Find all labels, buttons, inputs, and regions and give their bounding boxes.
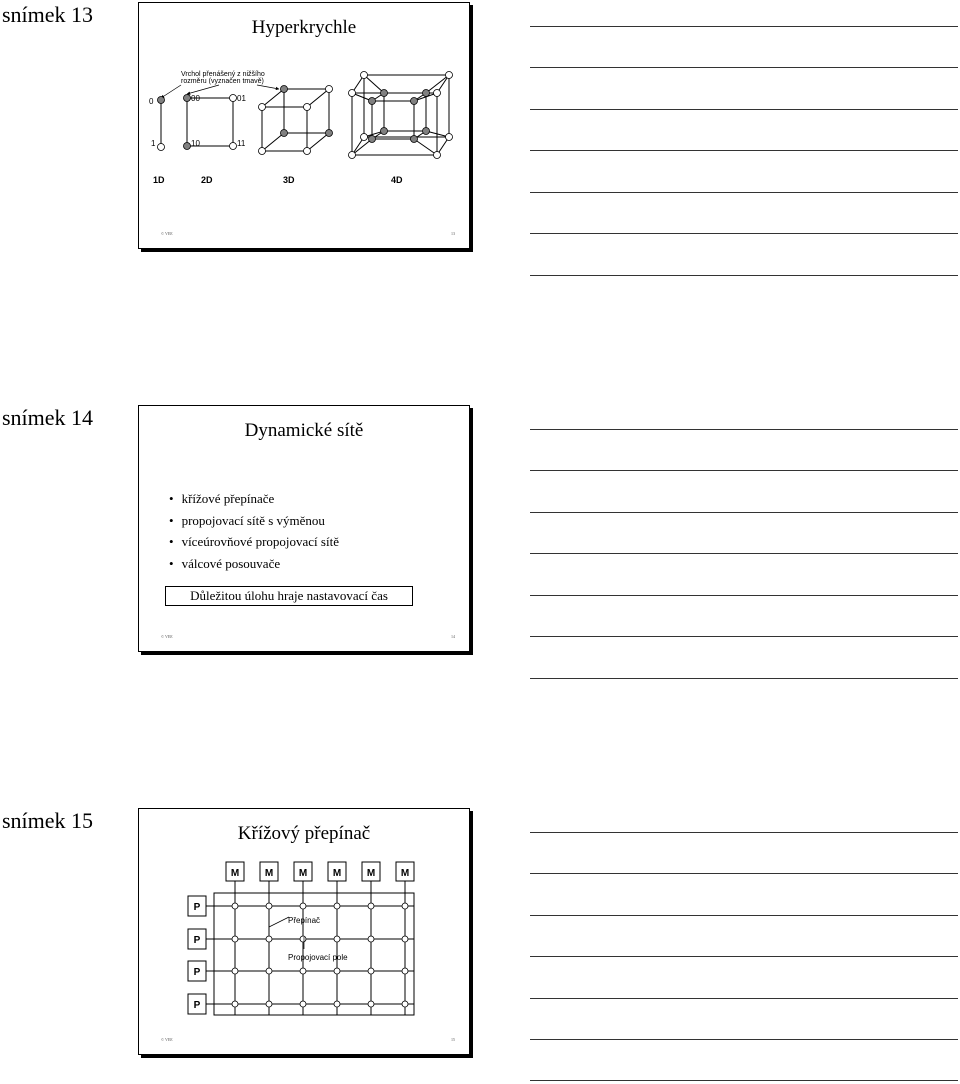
note-line <box>530 678 958 679</box>
note-line <box>530 873 958 874</box>
vertex-light <box>434 90 441 97</box>
vertex-dark <box>326 130 333 137</box>
vertex-label: 10 <box>191 139 200 148</box>
memory-label: M <box>298 868 308 879</box>
hypercube-3d <box>259 86 333 155</box>
note-line <box>530 1039 958 1040</box>
crossbar-diagram <box>139 809 469 1054</box>
switch-label: Přepínač <box>288 916 321 925</box>
slide-number: 13 <box>451 231 455 236</box>
vertex-label: 11 <box>237 139 246 148</box>
note-line <box>530 470 958 471</box>
vertex-light <box>230 143 237 150</box>
vertex-dark <box>411 136 418 143</box>
switch-node <box>368 903 374 909</box>
switch-node <box>334 968 340 974</box>
crossbar-labels <box>188 862 414 1014</box>
switch-node <box>334 1001 340 1007</box>
vertex-dark <box>184 143 191 150</box>
bullet-item: • víceúrovňové propojovací sítě <box>169 531 339 553</box>
note-line <box>530 512 958 513</box>
hypercube-2d <box>184 94 247 150</box>
dimension-label: 3D <box>283 175 295 185</box>
switch-node <box>334 903 340 909</box>
bullet-item: • válcové posouvače <box>169 553 339 575</box>
slide-15 <box>138 808 470 1055</box>
slide-footer-left: © VEE <box>161 634 173 639</box>
annotation-arrow <box>161 85 181 98</box>
note-line <box>530 26 958 27</box>
slide-14-title: Dynamické sítě <box>244 420 364 441</box>
note-line <box>530 109 958 110</box>
vertex-dark <box>369 136 376 143</box>
switch-node <box>232 903 238 909</box>
switch-node <box>266 903 272 909</box>
vertex-light <box>326 86 333 93</box>
dimension-label: 4D <box>391 175 403 185</box>
vertex-light <box>361 134 368 141</box>
slide-footer-left: © VEE <box>161 1037 173 1042</box>
note-line <box>530 915 958 916</box>
dimension-label: 1D <box>153 175 165 185</box>
annotation-arrow <box>257 85 279 89</box>
hypercube-4d <box>349 72 453 159</box>
switch-node <box>402 968 408 974</box>
hypercube-diagram <box>139 3 469 248</box>
slide-13-label: snímek 13 <box>2 2 94 27</box>
annotation-arrow <box>187 85 219 94</box>
note-line <box>530 553 958 554</box>
vertex-light <box>446 72 453 79</box>
switch-node <box>266 968 272 974</box>
bullet-item: • křížové přepínače <box>169 488 339 510</box>
array-label: Propojovací pole <box>288 953 348 962</box>
memory-label: M <box>400 868 410 879</box>
vertex-light <box>361 72 368 79</box>
switch-node <box>368 968 374 974</box>
note-line <box>530 832 958 833</box>
note-line <box>530 429 958 430</box>
vertex-label: 01 <box>237 94 246 103</box>
note-line <box>530 636 958 637</box>
switch-node <box>368 936 374 942</box>
vertex-light <box>230 95 237 102</box>
processor-label: P <box>193 902 201 913</box>
note-line <box>530 192 958 193</box>
note-line <box>530 1080 958 1081</box>
bullet-item: • propojovací sítě s výměnou <box>169 510 339 532</box>
switch-node <box>266 936 272 942</box>
switch-node <box>300 968 306 974</box>
note-line <box>530 67 958 68</box>
slide-number: 14 <box>451 634 455 639</box>
vertex-light <box>349 152 356 159</box>
note-line <box>530 275 958 276</box>
crossbar-grid <box>197 881 414 1015</box>
vertex-light <box>434 152 441 159</box>
memory-label: M <box>332 868 342 879</box>
switch-pointer <box>269 917 289 927</box>
switch-node <box>334 936 340 942</box>
slide-13 <box>138 2 470 249</box>
vertex-light <box>349 90 356 97</box>
memory-label: M <box>366 868 376 879</box>
switch-node <box>402 903 408 909</box>
processor-label: P <box>193 1000 201 1011</box>
switch-node <box>402 1001 408 1007</box>
switch-node <box>300 903 306 909</box>
vertex-dark <box>184 95 191 102</box>
vertex-light <box>158 144 165 151</box>
hypercube-1d <box>149 97 165 151</box>
vertex-label: 00 <box>191 94 200 103</box>
vertex-light <box>259 104 266 111</box>
annotation-line2: rozměru (vyznačen tmavě) <box>181 78 264 85</box>
switch-node <box>266 1001 272 1007</box>
dimension-label: 2D <box>201 175 213 185</box>
switch-node <box>300 936 306 942</box>
slide-15-title: Křížový přepínač <box>237 823 371 844</box>
vertex-dark <box>281 130 288 137</box>
vertex-dark <box>281 86 288 93</box>
vertex-light <box>259 148 266 155</box>
switch-node <box>232 1001 238 1007</box>
vertex-dark <box>369 98 376 105</box>
memory-label: M <box>264 868 274 879</box>
switch-node <box>402 936 408 942</box>
vertex-dark <box>381 128 388 135</box>
vertex-light <box>446 134 453 141</box>
slide-number: 15 <box>451 1037 455 1042</box>
vertex-dark <box>158 97 165 104</box>
vertex-dark <box>381 90 388 97</box>
note-line <box>530 998 958 999</box>
vertex-dark <box>423 90 430 97</box>
note-line <box>530 150 958 151</box>
vertex-dark <box>423 128 430 135</box>
slide-14 <box>138 405 470 652</box>
slide-15-label: snímek 15 <box>2 808 94 833</box>
switch-node <box>300 1001 306 1007</box>
note-line <box>530 233 958 234</box>
vertex-label: 1 <box>151 139 156 148</box>
slide-13-title: Hyperkrychle <box>251 17 357 38</box>
vertex-label: 0 <box>149 97 154 106</box>
annotation-line1: Vrchol přenášený z nižšího <box>181 71 265 78</box>
vertex-light <box>304 104 311 111</box>
slide-footer-left: © VEE <box>161 231 173 236</box>
switch-node <box>232 936 238 942</box>
slide-14-label: snímek 14 <box>2 405 94 430</box>
processor-label: P <box>193 967 201 978</box>
vertex-light <box>304 148 311 155</box>
note-line <box>530 595 958 596</box>
note-line <box>530 956 958 957</box>
processor-label: P <box>193 935 201 946</box>
vertex-dark <box>411 98 418 105</box>
switch-node <box>232 968 238 974</box>
note-box: Důležitou úlohu hraje nastavovací čas <box>165 586 413 606</box>
memory-label: M <box>230 868 240 879</box>
bullet-list <box>169 488 339 574</box>
switch-node <box>368 1001 374 1007</box>
